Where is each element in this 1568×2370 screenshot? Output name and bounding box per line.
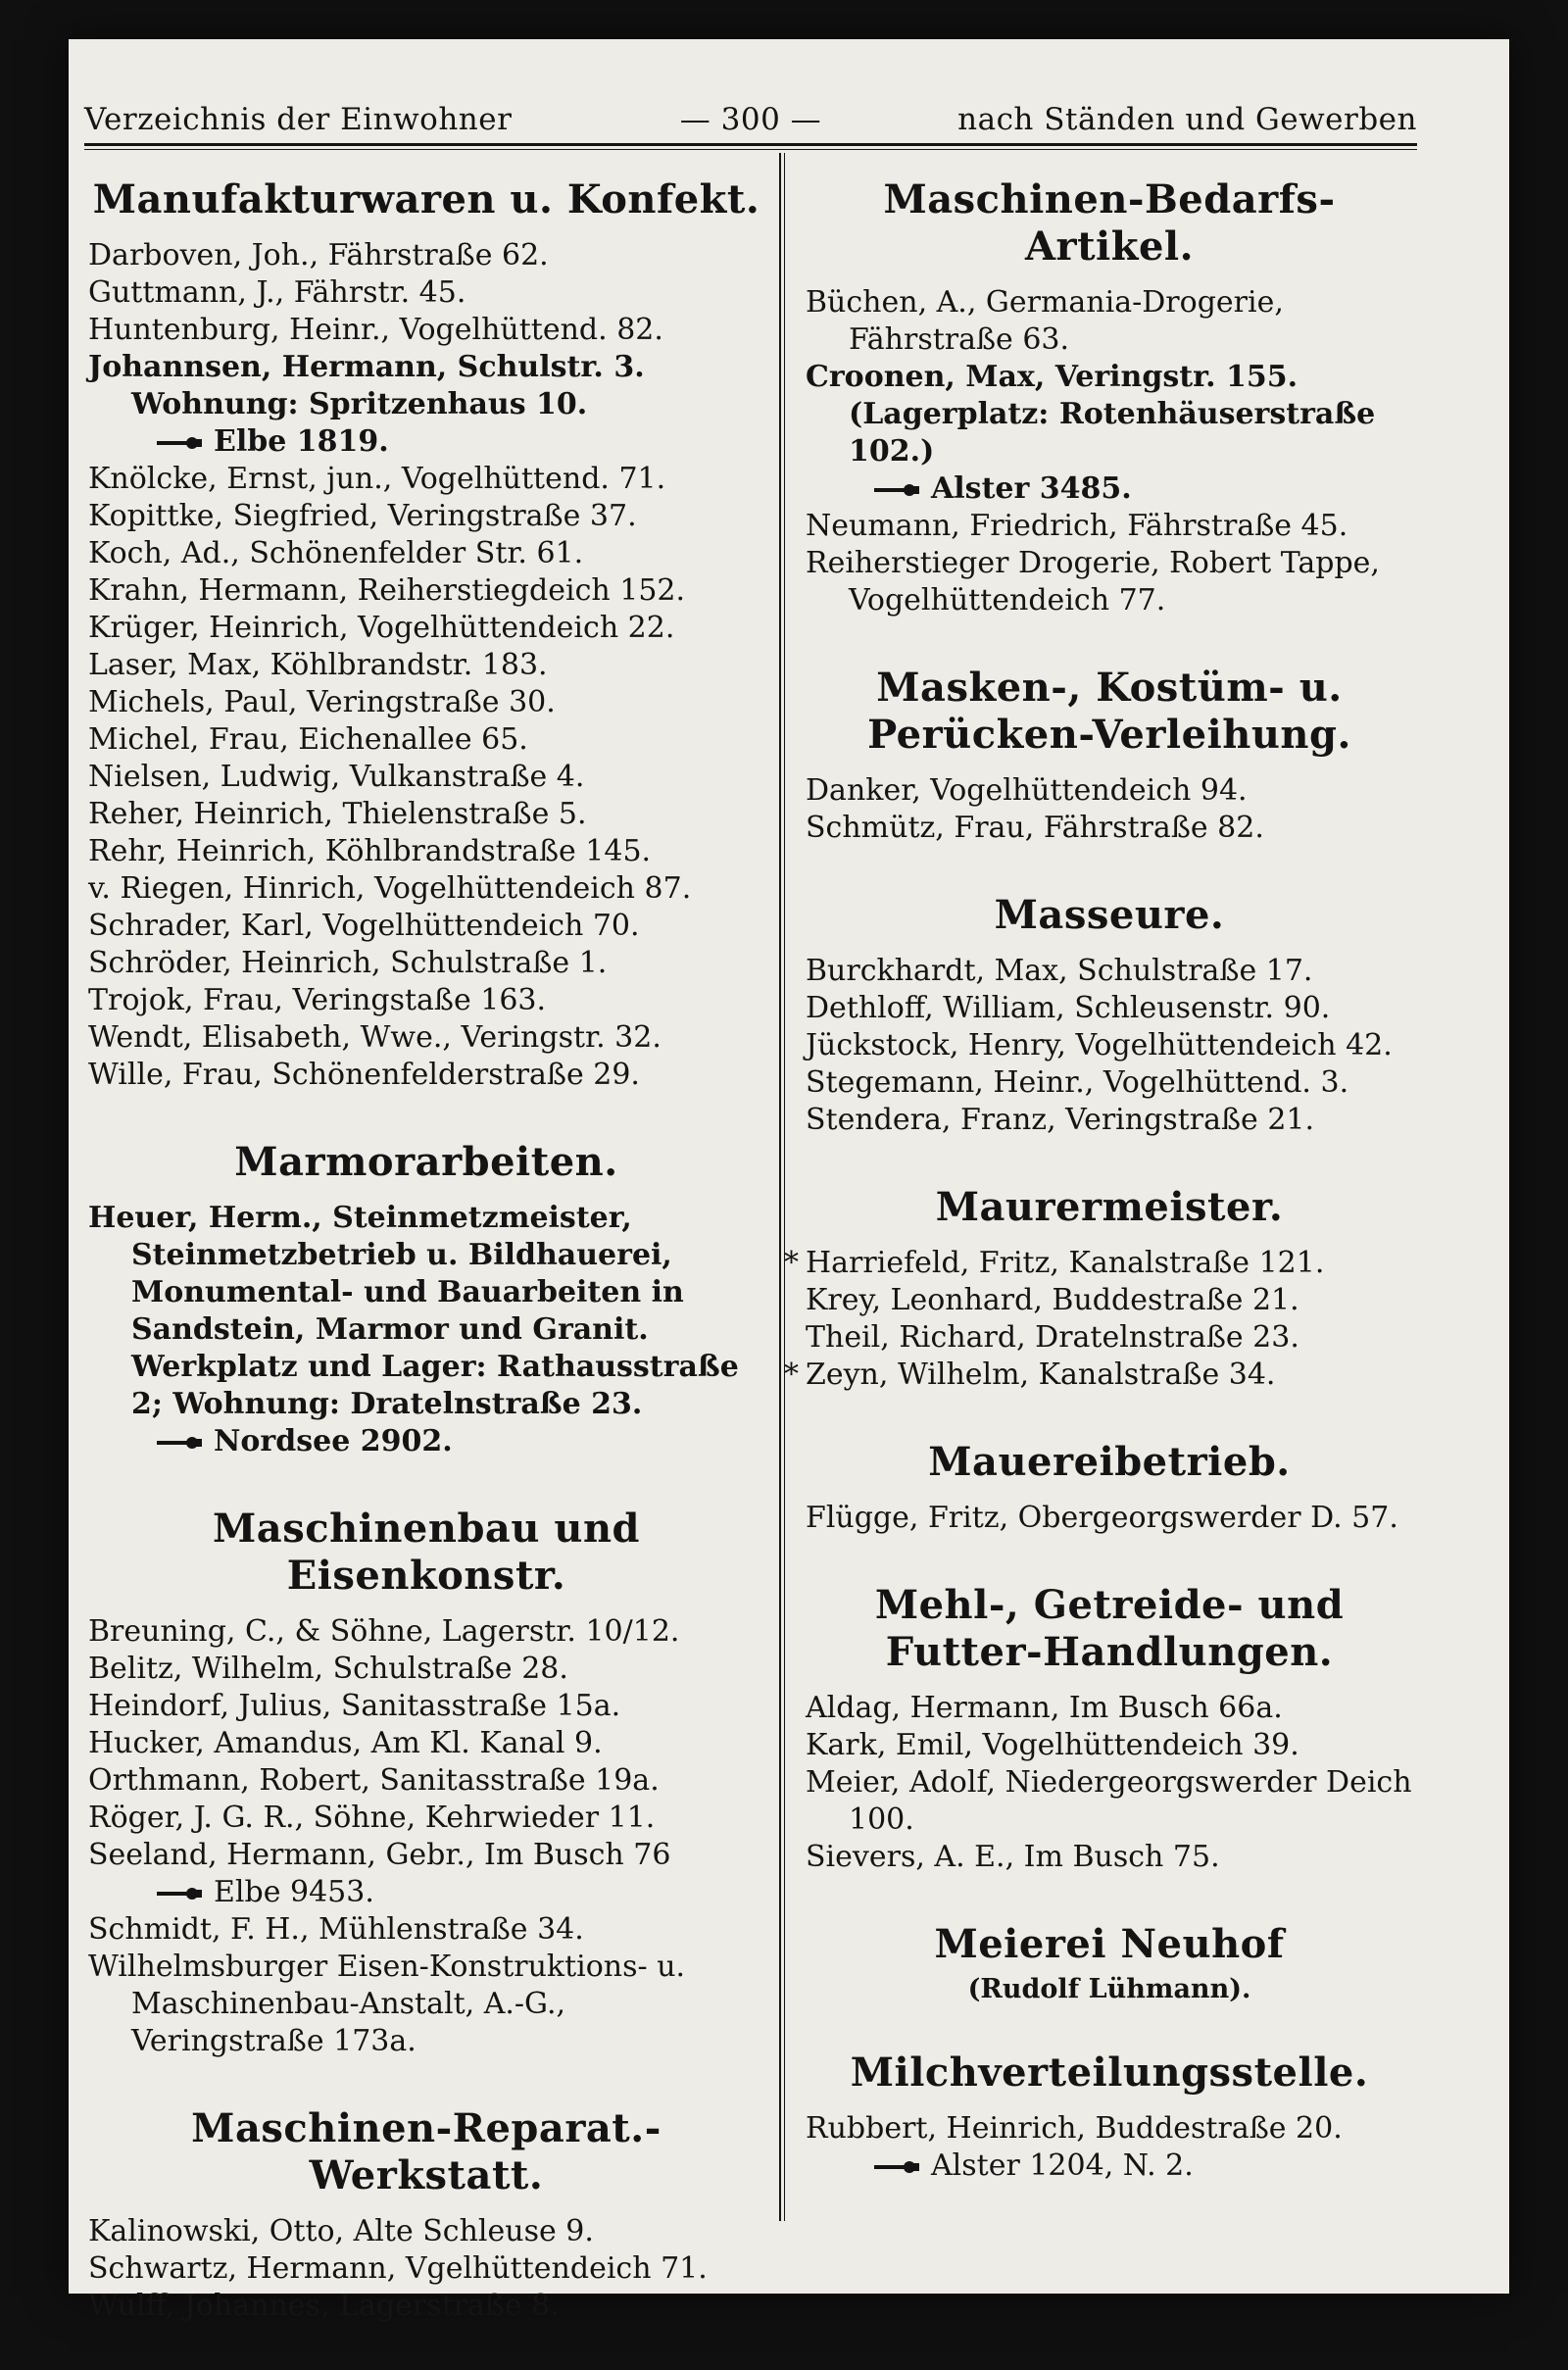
page-number: — 300 — — [679, 102, 822, 137]
directory-entry — [806, 1282, 1413, 1319]
entry-text: Sievers, A. E., Im Busch 75. — [806, 1840, 1220, 1874]
right-column — [784, 176, 1413, 2230]
column-divider-thin — [784, 153, 785, 2221]
directory-entry — [88, 945, 764, 982]
directory-entry — [88, 684, 764, 721]
entry-text: Schrader, Karl, Vogelhüttendeich 70. — [88, 909, 640, 943]
directory-entry — [88, 461, 764, 498]
entry-text: Wulff, Johannes, Lagerstraße 8. — [88, 2289, 560, 2323]
entry-text: Guttmann, J., Fährstr. 45. — [88, 275, 466, 310]
entry-text: Krey, Leonhard, Buddestraße 21. — [806, 1283, 1299, 1317]
entry-text: Huntenburg, Heinr., Vogelhüttend. 82. — [88, 313, 663, 347]
directory-section — [806, 2049, 1413, 2185]
header-left: Verzeichnis der Einwohner — [84, 102, 513, 137]
entry-text: Knölcke, Ernst, jun., Vogelhüttend. 71. — [88, 462, 666, 496]
entry-text: Nordsee 2902. — [214, 1424, 453, 1458]
telephone-icon — [874, 2160, 919, 2174]
entry-text: Theil, Richard, Dratelnstraße 23. — [806, 1320, 1299, 1355]
directory-entry — [88, 1800, 764, 1837]
directory-entry — [806, 1500, 1413, 1537]
telephone-entry — [88, 1874, 764, 1911]
directory-entry — [806, 1690, 1413, 1727]
directory-entry — [806, 508, 1413, 545]
entry-text: Alster 3485. — [931, 471, 1132, 506]
left-column — [88, 176, 764, 2370]
entry-text: Neumann, Friedrich, Fährstraße 45. — [806, 509, 1348, 543]
directory-entry — [88, 908, 764, 945]
directory-entry — [784, 1245, 1413, 1282]
directory-entry — [88, 2250, 764, 2288]
directory-entry — [806, 1027, 1413, 1064]
directory-section — [88, 176, 764, 1094]
telephone-icon — [157, 436, 202, 450]
section-heading: Maurermeister. — [935, 1184, 1284, 1230]
entry-text: Büchen, A., Germania-Drogerie, Fährstraße 63. — [806, 285, 1284, 357]
entry-text: Laser, Max, Köhlbrandstr. 183. — [88, 648, 548, 682]
entry-text: Orthmann, Robert, Sanitasstraße 19a. — [88, 1763, 660, 1798]
entry-text: Elbe 1819. — [214, 424, 389, 459]
entry-text: Wilhelmsburger Eisen-Konstruktions- u. Maschinenbau-Anstalt, A.-G., Veringstraße 173a. — [88, 1950, 686, 2058]
directory-entry — [88, 498, 764, 535]
directory-entry — [806, 359, 1413, 470]
telephone-icon — [874, 483, 919, 497]
directory-entry — [88, 870, 764, 908]
directory-entry — [88, 759, 764, 796]
directory-entry — [806, 284, 1413, 359]
entry-text: Heuer, Herm., Steinmetzmeister, Steinmetzbetrieb u. Bildhauerei, Monumental- und Bauarbeiten in Sandstein, Marmor und Granit. Werkplatz und Lager: Rathausstraße 2; Wohnung: Dratelnstraße 23. — [88, 1201, 739, 1421]
directory-entry — [88, 1762, 764, 1800]
directory-entry — [88, 796, 764, 833]
directory-entry — [806, 772, 1413, 810]
entry-text: Schmütz, Frau, Fährstraße 82. — [806, 811, 1264, 845]
directory-entry — [88, 610, 764, 647]
entry-text: Reher, Heinrich, Thielenstraße 5. — [88, 797, 587, 831]
entry-text: Harriefeld, Fritz, Kanalstraße 121. — [806, 1246, 1325, 1280]
entry-text: Schröder, Heinrich, Schulstraße 1. — [88, 946, 608, 980]
entry-text: Belitz, Wilhelm, Schulstraße 28. — [88, 1652, 568, 1686]
directory-section — [88, 2105, 764, 2325]
entry-text: Krahn, Hermann, Reiherstiegdeich 152. — [88, 573, 686, 608]
entry-text: v. Riegen, Hinrich, Vogelhüttendeich 87. — [88, 871, 692, 906]
directory-entry — [88, 1651, 764, 1688]
entry-text: Alster 1204, N. 2. — [931, 2148, 1194, 2183]
directory-entry — [88, 1949, 764, 2060]
column-divider — [779, 153, 781, 2221]
telephone-entry — [806, 470, 1413, 508]
directory-section — [806, 1582, 1413, 1876]
directory-section — [806, 1921, 1413, 2004]
page-header — [84, 94, 1417, 143]
entry-text: Flügge, Fritz, Obergeorgswerder D. 57. — [806, 1501, 1398, 1535]
entry-text: Schmidt, F. H., Mühlenstraße 34. — [88, 1912, 584, 1947]
directory-section — [806, 176, 1413, 619]
directory-section — [806, 665, 1413, 847]
entry-text: Jückstock, Henry, Vogelhüttendeich 42. — [806, 1028, 1393, 1062]
entry-text: Nielsen, Ludwig, Vulkanstraße 4. — [88, 760, 585, 794]
directory-entry — [806, 810, 1413, 847]
section-heading: Marmorarbeiten. — [234, 1139, 618, 1185]
entry-text: Breuning, C., & Söhne, Lagerstr. 10/12. — [88, 1614, 680, 1649]
entry-text: Stegemann, Heinr., Vogelhüttend. 3. — [806, 1065, 1349, 1100]
entry-text: Aldag, Hermann, Im Busch 66a. — [806, 1691, 1283, 1725]
telephone-icon — [157, 1436, 202, 1450]
directory-entry — [88, 1725, 764, 1762]
directory-entry — [806, 990, 1413, 1027]
section-subheading: (Rudolf Lühmann). — [967, 1974, 1251, 2004]
directory-entry — [88, 833, 764, 870]
directory-entry — [806, 1839, 1413, 1876]
entry-text: Heindorf, Julius, Sanitasstraße 15a. — [88, 1689, 621, 1723]
entry-text: Kopittke, Siegfried, Veringstraße 37. — [88, 499, 637, 533]
directory-entry — [88, 237, 764, 274]
directory-entry — [806, 1319, 1413, 1357]
directory-entry — [88, 1019, 764, 1057]
directory-entry — [806, 1064, 1413, 1102]
entry-text: Wille, Frau, Schönenfelderstraße 29. — [88, 1058, 640, 1092]
header-right: nach Ständen und Gewerben — [957, 102, 1417, 137]
directory-section — [806, 892, 1413, 1139]
directory-entry — [806, 1102, 1413, 1139]
entry-text: Seeland, Hermann, Gebr., Im Busch 76 — [88, 1838, 671, 1872]
entry-text: Kark, Emil, Vogelhüttendeich 39. — [806, 1728, 1299, 1762]
section-heading: Manufakturwaren u. Konfekt. — [92, 176, 760, 222]
entry-text: Koch, Ad., Schönenfelder Str. 61. — [88, 536, 584, 570]
directory-entry — [806, 545, 1413, 619]
asterisk-marker: * — [784, 1358, 799, 1392]
directory-entry — [88, 1200, 764, 1423]
entry-text: Elbe 9453. — [214, 1875, 374, 1909]
entry-text: Croonen, Max, Veringstr. 155. (Lagerplatz: Rotenhäuserstraße 102.) — [806, 360, 1376, 469]
directory-entry — [88, 1837, 764, 1874]
entry-text: Michels, Paul, Veringstraße 30. — [88, 685, 556, 719]
directory-entry — [806, 1764, 1413, 1839]
header-rule-thin — [84, 149, 1417, 150]
section-heading: Milchverteilungsstelle. — [850, 2049, 1369, 2096]
directory-entry — [88, 1688, 764, 1725]
section-heading: Mauereibetrieb. — [928, 1439, 1291, 1485]
directory-entry — [88, 721, 764, 759]
entry-text: Meier, Adolf, Niedergeorgswerder Deich 100. — [806, 1765, 1412, 1837]
directory-entry — [88, 1911, 764, 1949]
header-rule — [84, 143, 1417, 146]
directory-entry — [784, 1357, 1413, 1394]
directory-entry — [806, 1727, 1413, 1764]
directory-entry — [806, 2110, 1413, 2148]
telephone-entry — [88, 1423, 764, 1460]
directory-entry — [88, 274, 764, 312]
entry-text: Dethloff, William, Schleusenstr. 90. — [806, 991, 1331, 1025]
entry-text: Trojok, Frau, Veringstaße 163. — [88, 983, 547, 1017]
directory-entry — [88, 2213, 764, 2250]
entry-text: Zeyn, Wilhelm, Kanalstraße 34. — [806, 1358, 1276, 1392]
section-heading: Masseure. — [994, 892, 1225, 938]
entry-text: Burckhardt, Max, Schulstraße 17. — [806, 954, 1313, 988]
directory-section — [88, 1506, 764, 2060]
directory-entry — [88, 1613, 764, 1651]
directory-section — [784, 1184, 1413, 1394]
directory-section — [88, 1139, 764, 1460]
entry-text: Schwartz, Hermann, Vgelhüttendeich 71. — [88, 2251, 708, 2286]
asterisk-marker: * — [784, 1246, 799, 1280]
telephone-entry — [806, 2148, 1413, 2185]
entry-text: Rehr, Heinrich, Köhlbrandstraße 145. — [88, 834, 652, 868]
directory-entry — [88, 2288, 764, 2325]
directory-entry — [88, 349, 764, 423]
directory-entry — [88, 535, 764, 572]
section-heading: Masken-, Kostüm- u. Perücken-Verleihung. — [867, 665, 1351, 758]
section-heading: Maschinen-Reparat.-Werkstatt. — [191, 2105, 662, 2198]
entry-text: Hucker, Amandus, Am Kl. Kanal 9. — [88, 1726, 603, 1760]
entry-text: Johannsen, Hermann, Schulstr. 3. Wohnung: Spritzenhaus 10. — [88, 350, 645, 421]
directory-section — [806, 1439, 1413, 1537]
directory-entry — [806, 953, 1413, 990]
entry-text: Reiherstieger Drogerie, Robert Tappe, Vogelhüttendeich 77. — [806, 546, 1380, 617]
telephone-icon — [157, 1887, 202, 1901]
entry-text: Krüger, Heinrich, Vogelhüttendeich 22. — [88, 611, 675, 645]
directory-entry — [88, 312, 764, 349]
entry-text: Danker, Vogelhüttendeich 94. — [806, 773, 1248, 808]
entry-text: Röger, J. G. R., Söhne, Kehrwieder 11. — [88, 1801, 656, 1835]
section-heading: Maschinen-Bedarfs-Artikel. — [883, 176, 1336, 270]
entry-text: Wendt, Elisabeth, Wwe., Veringstr. 32. — [88, 1020, 662, 1055]
directory-entry — [88, 572, 764, 610]
directory-entry — [88, 1057, 764, 1094]
entry-text: Michel, Frau, Eichenallee 65. — [88, 722, 528, 757]
entry-text: Rubbert, Heinrich, Buddestraße 20. — [806, 2111, 1343, 2146]
directory-entry — [88, 647, 764, 684]
telephone-entry — [88, 423, 764, 461]
section-heading: Mehl-, Getreide- und Futter-Handlungen. — [874, 1582, 1345, 1675]
directory-entry — [88, 982, 764, 1019]
entry-text: Stendera, Franz, Veringstraße 21. — [806, 1103, 1315, 1137]
section-heading: Meierei Neuhof — [934, 1921, 1285, 1967]
entry-text: Kalinowski, Otto, Alte Schleuse 9. — [88, 2214, 594, 2248]
section-heading: Maschinenbau und Eisenkonstr. — [213, 1506, 640, 1599]
entry-text: Darboven, Joh., Fährstraße 62. — [88, 238, 549, 272]
